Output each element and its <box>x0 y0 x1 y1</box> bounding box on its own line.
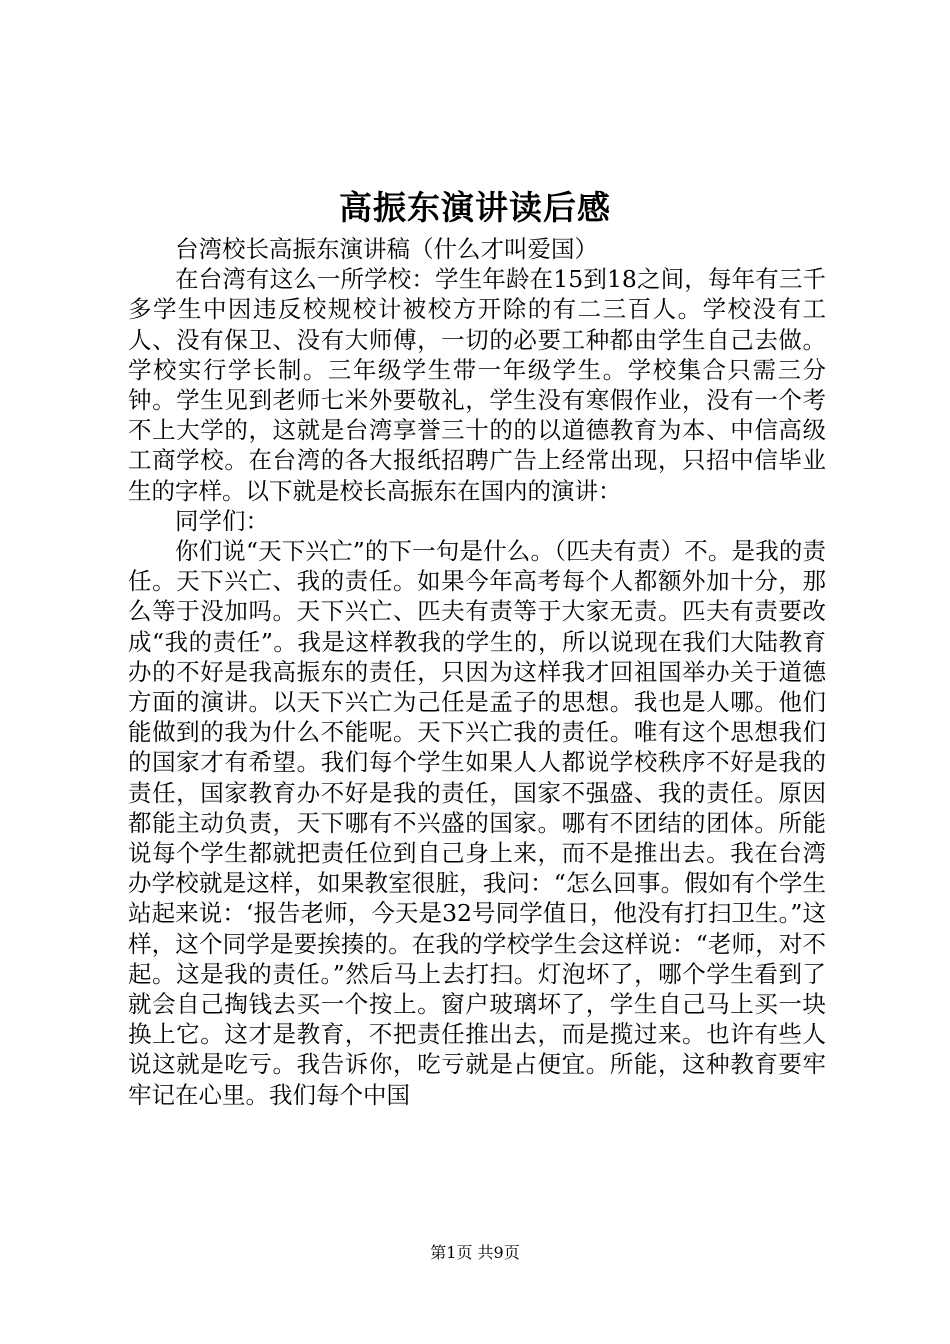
page-footer: 第1页 共9页 <box>430 1243 520 1262</box>
document-title: 高振东演讲读后感 <box>339 188 611 227</box>
speech-paragraph: 你们说“天下兴亡”的下一句是什么。（匹夫有责）不。是我的责任。天下兴亡、我的责任。如果今年高考每个人都额外加十分，那么等于没加吗。天下兴亡、匹夫有责等于大家无责。匹夫有责要改成“我的责任”。我是这样教我的学生的，所以说现在我们大陆教育办的不好是我高振东的责任，只因为这样我才回祖国举办关于道德方面的演讲。以天下兴亡为己任是孟子的思想。我也是人哪。他们能做到的我为什么不能呢。天下兴亡我的责任。唯有这个思想我们的国家才有希望。我们每个学生如果人人都说学校秩序不好是我的责任，国家教育办不好是我的责任，国家不强盛、我的责任。原因都能主动负责，天下哪有不兴盛的国家。哪有不团结的团体。所能说每个学生都就把责任位到自己身上来，而不是推出去。我在台湾办学校就是这样，如果教室很脏，我问：“怎么回事。假如有个学生站起来说：‘报告老师，今天是32号同学值日，他没有打扫卫生。”这样，这个同学是要挨揍的。在我的学校学生会这样说：“老师，对不起。这是我的责任。”然后马上去打扫。灯泡坏了，哪个学生看到了就会自己掏钱去买一个按上。窗户玻璃坏了，学生自己马上买一块换上它。这才是教育，不把责任推出去，而是揽过来。也许有些人说这就是吃亏。我告诉你，吃亏就是占便宜。所能，这种教育要牢牢记在心里。我们每个中国 <box>128 537 826 1109</box>
document-body <box>128 234 826 1110</box>
salutation-paragraph: 同学们： <box>175 506 269 535</box>
intro-paragraph: 在台湾有这么一所学校：学生年龄在15到18之间，每年有三千多学生中因违反校规校计被校方开除的有二三百人。学校没有工人、没有保卫、没有大师傅，一切的必要工种都由学生自己去做。学校实行学长制。三年级学生带一年级学生。学校集合只需三分钟。学生见到老师七米外要敬礼，学生没有寒假作业，没有一个考不上大学的，这就是台湾享誉三十的的以道德教育为本、中信高级工商学校。在台湾的各大报纸招聘广告上经常出现，只招中信毕业生的字样。以下就是校长高振东在国内的演讲： <box>128 265 826 505</box>
subtitle-paragraph: 台湾校长高振东演讲稿（什么才叫爱国） <box>175 235 598 263</box>
